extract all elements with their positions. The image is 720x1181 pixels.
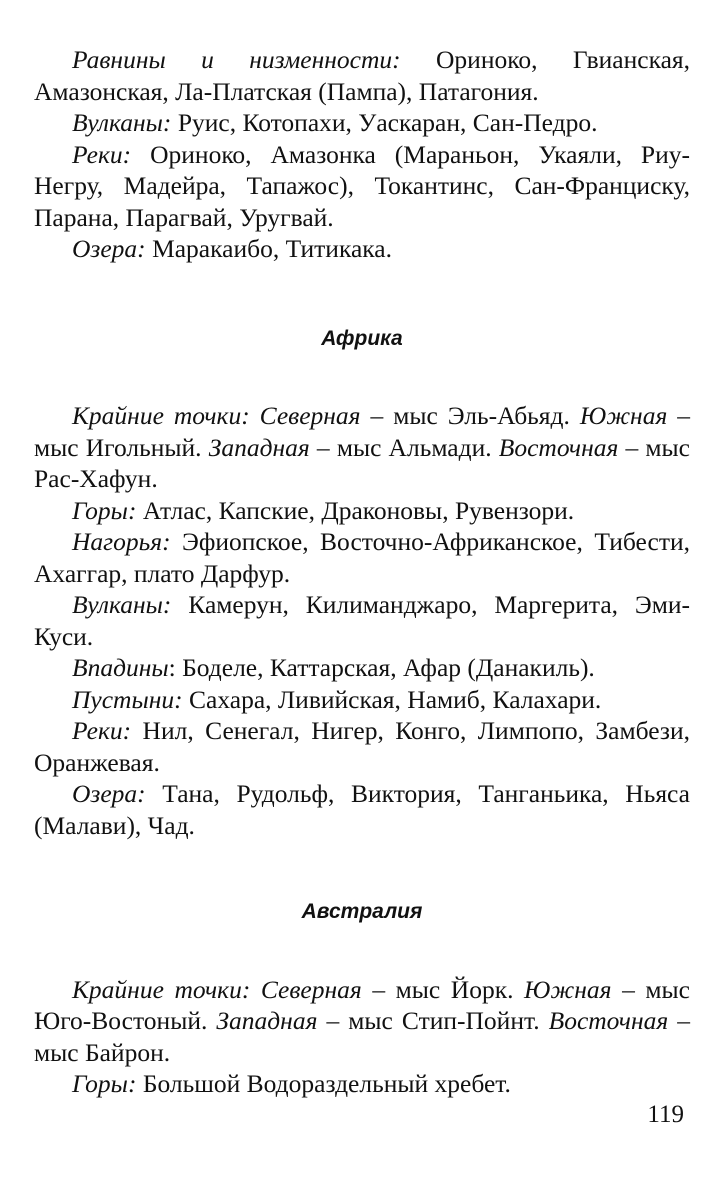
australia-extreme-points-paragraph: [34, 974, 690, 1069]
term-uplands: Нагорья:: [72, 527, 171, 556]
heading-australia: Австралия: [301, 900, 423, 923]
uplands-list: Эфиопское, Восточно-Африканское, Тибести, Ахаггар, плато Дарфур.: [34, 527, 690, 588]
term-volcanoes: Вулканы:: [72, 590, 172, 619]
east-point: – мыс Байрон.: [34, 1006, 690, 1067]
term-deserts: Пустыни:: [72, 684, 183, 714]
south-point: – мыс Игольный.: [34, 401, 691, 462]
term-depressions: Впадины: [72, 653, 169, 682]
plains-list: Ориноко, Гвианская, Амазонская, Ла-Платская (Пампа), Патагония.: [34, 45, 691, 106]
page-number: 119: [647, 1101, 684, 1128]
page-content: [34, 44, 690, 1100]
term-west: Западная: [216, 1006, 318, 1035]
west-point: – мыс Стип-Пойнт.: [317, 1006, 549, 1035]
south-point: – мыс Юго-Востоный.: [34, 974, 690, 1035]
mountains-list: Большой Водораздельный хребет.: [136, 1069, 511, 1098]
term-extreme-north: Крайние точки: Северная: [72, 974, 362, 1004]
term-plains: Равнины и низменности:: [72, 45, 401, 74]
depressions-list: : Боделе, Каттарская, Афар (Данакиль).: [168, 653, 595, 682]
sa-lakes-paragraph: [34, 233, 690, 265]
term-mountains: Горы:: [72, 1069, 137, 1098]
africa-volcanoes-paragraph: [34, 589, 690, 652]
volcanoes-list: Камерун, Килиманджаро, Маргерита, Эми-Куси.: [34, 590, 690, 651]
africa-uplands-paragraph: [34, 526, 690, 589]
sa-rivers-paragraph: [34, 139, 690, 234]
term-mountains: Горы:: [72, 495, 137, 525]
term-west: Западная: [208, 432, 310, 462]
rivers-list: Ориноко, Амазонка (Мараньон, Укаяли, Риу-Негру, Мадейра, Тапажос), Токантинс, Сан-Франциску, Парана, Парагвай, Уругвай.: [34, 139, 690, 232]
africa-rivers-paragraph: [34, 715, 690, 778]
term-rivers: Реки:: [72, 716, 132, 745]
africa-depressions-paragraph: [34, 652, 690, 684]
africa-mountains-paragraph: [34, 495, 690, 527]
sa-volcanoes-paragraph: [34, 107, 690, 139]
term-volcanoes: Вулканы:: [72, 108, 172, 137]
west-point: – мыс Альмади.: [309, 432, 499, 462]
term-lakes: Озера:: [72, 234, 146, 263]
term-rivers: Реки:: [72, 139, 132, 169]
mountains-list: Атлас, Капские, Драконовы, Рувензори.: [136, 495, 575, 525]
north-point: – мыс Йорк.: [361, 974, 525, 1004]
north-point: – мыс Эль-Абьяд.: [360, 401, 580, 430]
term-east: Восточная: [548, 1006, 669, 1035]
term-south: Южная: [579, 401, 668, 430]
australia-mountains-paragraph: [34, 1068, 690, 1100]
term-lakes: Озера:: [72, 779, 146, 808]
africa-extreme-points-paragraph: [34, 400, 690, 495]
heading-africa: Африка: [321, 326, 403, 350]
deserts-list: Сахара, Ливийская, Намиб, Калахари.: [182, 684, 602, 714]
volcanoes-list: Руис, Котопахи, Уаскаран, Сан-Педро.: [171, 108, 598, 137]
term-extreme-north: Крайние точки: Северная: [72, 401, 361, 430]
africa-deserts-paragraph: [34, 684, 690, 716]
lakes-list: Маракаибо, Титикака.: [145, 234, 392, 263]
africa-lakes-paragraph: [34, 778, 690, 841]
east-point: – мыс Рас-Хафун.: [34, 432, 690, 493]
term-east: Восточная: [498, 432, 619, 462]
rivers-list: Нил, Сенегал, Нигер, Конго, Лимпопо, Замбези, Оранжевая.: [34, 716, 690, 777]
lakes-list: Тана, Рудольф, Виктория, Танганьика, Ньяса (Малави), Чад.: [34, 779, 690, 840]
term-south: Южная: [524, 974, 612, 1004]
sa-plains-paragraph: [34, 44, 690, 107]
